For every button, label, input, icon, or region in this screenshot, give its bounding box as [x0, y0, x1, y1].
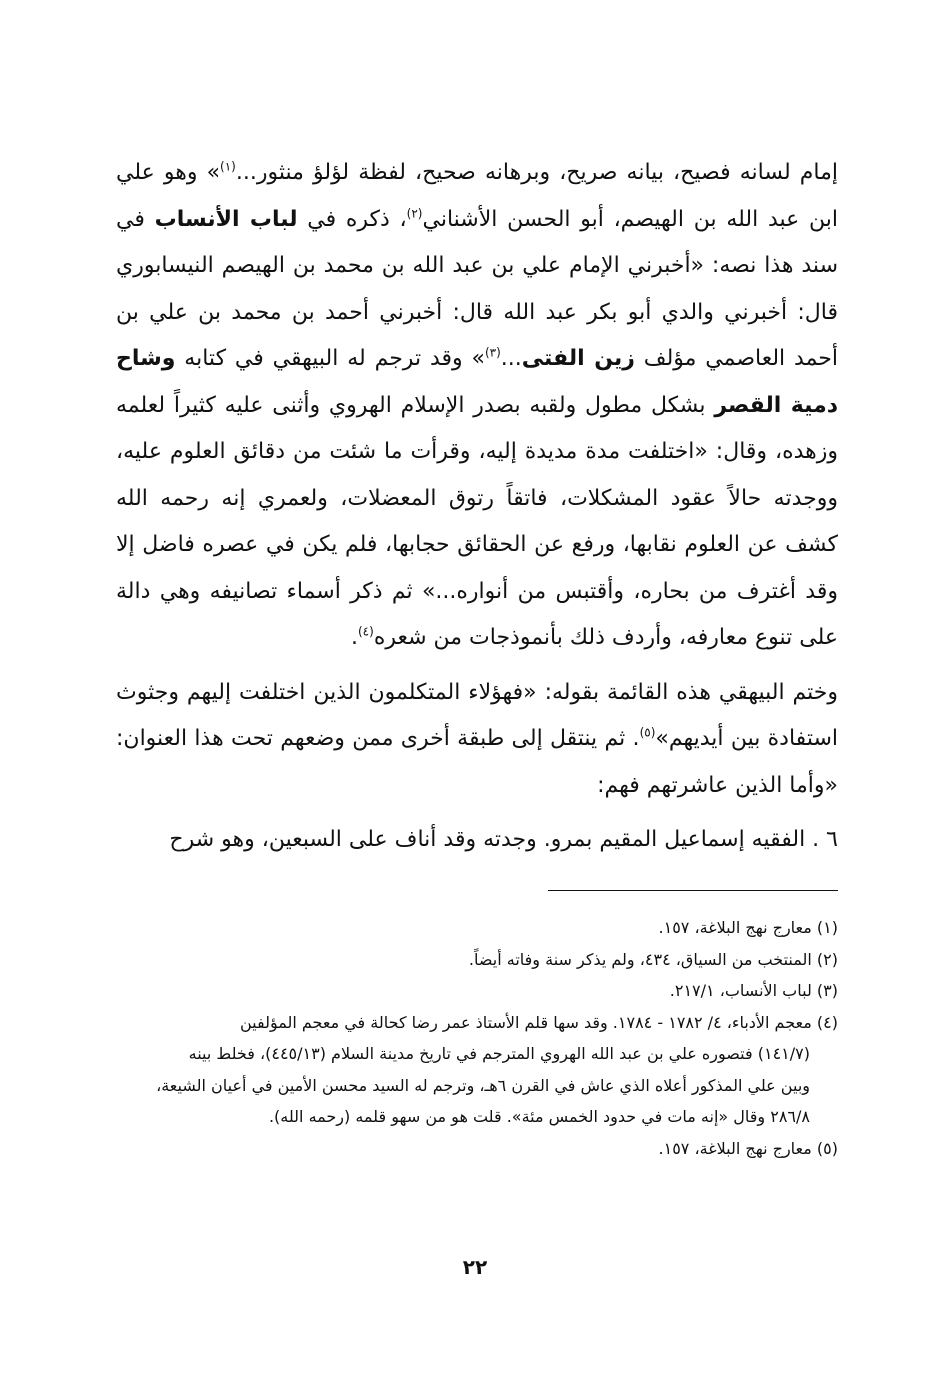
- page-number: ٢٢: [462, 1255, 488, 1279]
- footnote-1: (١) معارج نهج البلاغة، ١٥٧.: [658, 918, 838, 937]
- footnote-ref-4: (٤): [357, 624, 374, 639]
- book-title-zayn: زين الفتى: [521, 346, 635, 371]
- footnote-4-line-2: (١٤١/٧) فتصوره علي بن عبد الله الهروي المترجم في تاريخ مدينة السلام (٤٤٥/١٣)، فخلط بينه: [188, 1044, 810, 1063]
- paragraph-2: وختم البيهقي هذه القائمة بقوله: «فهؤلاء المتكلمون الذين اختلفت إليهم وجثوث استفادة بين أيديهم»$^{(٥)}$. ثم ينتقل إلى طبقة أخرى ممن وضعهم تحت هذا العنوان: «وأما الذين عاشرتهم فهم:: [116, 679, 838, 798]
- footnote-ref-2: (٢): [406, 206, 423, 221]
- footnote-5: (٥) معارج نهج البلاغة، ١٥٧.: [658, 1138, 838, 1158]
- footnote-4-line-4: ٢٨٦/٨ وقال «إنه مات في حدود الخمس مئة». قلت هو من سهو قلمه (رحمه الله).: [268, 1107, 810, 1126]
- footnote-3: (٣) لباب الأنساب، ٢١٧/١.: [669, 981, 838, 1000]
- footnote-divider: [548, 890, 838, 891]
- paragraph-3: ٦ . الفقيه إسماعيل المقيم بمرو. وجدته وقد أناف على السبعين، وهو شرح: [169, 827, 838, 852]
- book-title-lubab: لباب الأنساب: [154, 206, 298, 232]
- footnote-ref-5: (٥): [639, 725, 656, 740]
- book-title-wishah: وشاح دمية القصر: [116, 346, 838, 418]
- footnote-4-line-3: وبين علي المذكور أعلاه الذي عاش في القرن ٦هـ، وترجم له السيد محسن الأمين في أعيان الشيعة،: [156, 1075, 810, 1095]
- footnotes: [116, 912, 838, 1164]
- footnote-ref-1: (١): [220, 159, 236, 174]
- footnote-2: (٢) المنتخب من السياق، ٤٣٤، ولم يذكر سنة وفاته أيضاً.: [468, 949, 838, 969]
- footnote-ref-3: (٣): [484, 345, 501, 360]
- main-text: [116, 150, 838, 864]
- footnote-4-line-1: (٤) معجم الأدباء، ٤/ ١٧٨٢ - ١٧٨٤. وقد سها قلم الأستاذ عمر رضا كحالة في معجم المؤلفين: [239, 1012, 838, 1032]
- paragraph-1: إمام لسانه فصيح، بيانه صريح، وبرهانه صحيح، لفظة لؤلؤ منثور...$^{(١)}$» وهو علي ابن عبد الله بن الهيصم، أبو الحسن الأشناني$^{(٢)}$، ذكره في لباب الأنساب في سند هذا نصه: «أخبرني الإمام علي بن عبد الله بن محمد بن الهيصم النيسابوري قال: أخبرني والدي أبو بكر عبد الله قال: أخبرني أحمد بن محمد بن علي بن أحمد العاصمي مؤلف زين الفتى...$^{(٣)}$» وقد ترجم له البيهقي في كتابه وشاح دمية القصر بشكل مطول ولقبه بصدر الإسلام الهروي وأثنى عليه كثيراً لعلمه وزهده، وقال: «اختلفت مدة مديدة إليه، وقرأت ما شئت من دقائق العلوم عليه، ووجدته حالاً عقود المشكلات، فاتقاً رتوق المعضلات، ولعمري إنه رحمه الله كشف عن العلوم نقابها، ورفع عن الحقائق حجابها، فلم يكن في عصره فاضل إلا وقد أغترف من بحاره، وأقتبس من أنواره...» ثم ذكر أسماء تصانيفه وهي دالة على تنوع معارفه، وأردف ذلك بأنموذجات من شعره$^{(٤)}$.: [116, 159, 839, 650]
